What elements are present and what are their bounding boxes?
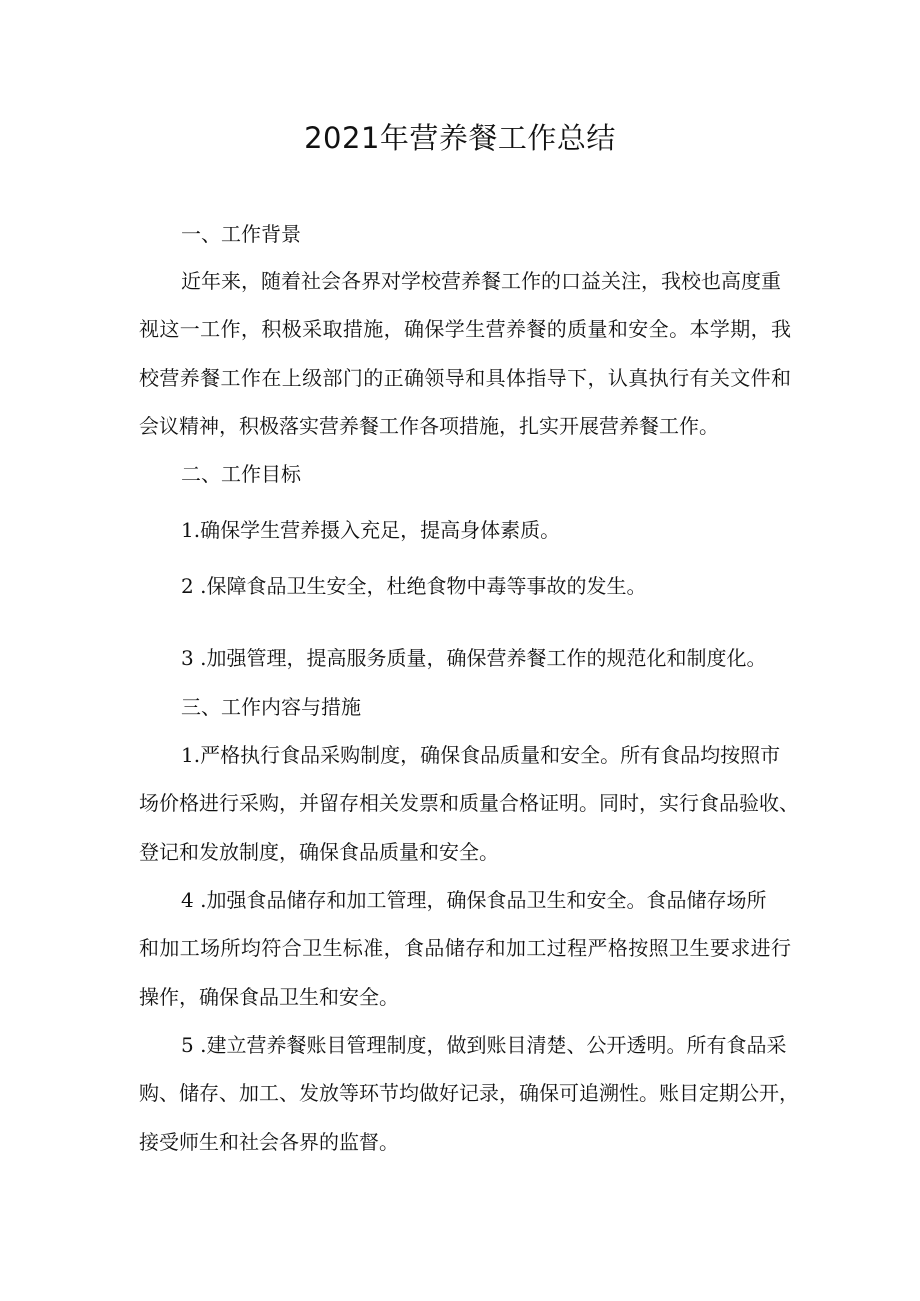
paragraph-line: 会议精神，积极落实营养餐工作各项措施，扎实开展营养餐工作。: [139, 414, 719, 438]
section-heading-background: 一、工作背景: [181, 222, 301, 246]
goal-item: 3 .加强管理，提高服务质量，确保营养餐工作的规范化和制度化。: [181, 646, 767, 670]
paragraph-line: 1.严格执行食品采购制度，确保食品质量和安全。所有食品均按照市: [181, 743, 781, 767]
paragraph-line: 操作，确保食品卫生和安全。: [139, 985, 399, 1009]
paragraph-line: 购、储存、加工、发放等环节均做好记录，确保可追溯性。账目定期公开，: [139, 1081, 799, 1105]
paragraph-line: 近年来，随着社会各界对学校营养餐工作的口益关注，我校也高度重: [181, 269, 781, 293]
section-heading-measures: 三、工作内容与措施: [181, 695, 361, 719]
goal-item: 2 .保障食品卫生安全，杜绝食物中毒等事故的发生。: [181, 574, 647, 598]
paragraph-line: 校营养餐工作在上级部门的正确领导和具体指导下，认真执行有关文件和: [139, 366, 791, 390]
paragraph-line: 场价格进行采购，并留存相关发票和质量合格证明。同时，实行食品验收、: [139, 791, 799, 815]
paragraph-line: 5 .建立营养餐账目管理制度，做到账目清楚、公开透明。所有食品采: [181, 1033, 787, 1057]
paragraph-line: 4 .加强食品储存和加工管理，确保食品卫生和安全。食品储存场所: [181, 888, 767, 912]
goal-item: 1.确保学生营养摄入充足，提高身体素质。: [181, 518, 561, 542]
paragraph-line: 和加工场所均符合卫生标准，食品储存和加工过程严格按照卫生要求进行: [139, 936, 791, 960]
paragraph-line: 接受师生和社会各界的监督。: [139, 1130, 399, 1154]
paragraph-line: 登记和发放制度，确保食品质量和安全。: [139, 840, 499, 864]
document-title: 2021年营养餐工作总结: [304, 121, 616, 155]
paragraph-line: 视这一工作，积极采取措施，确保学生营养餐的质量和安全。本学期，我: [139, 317, 791, 341]
section-heading-goals: 二、工作目标: [181, 462, 301, 486]
